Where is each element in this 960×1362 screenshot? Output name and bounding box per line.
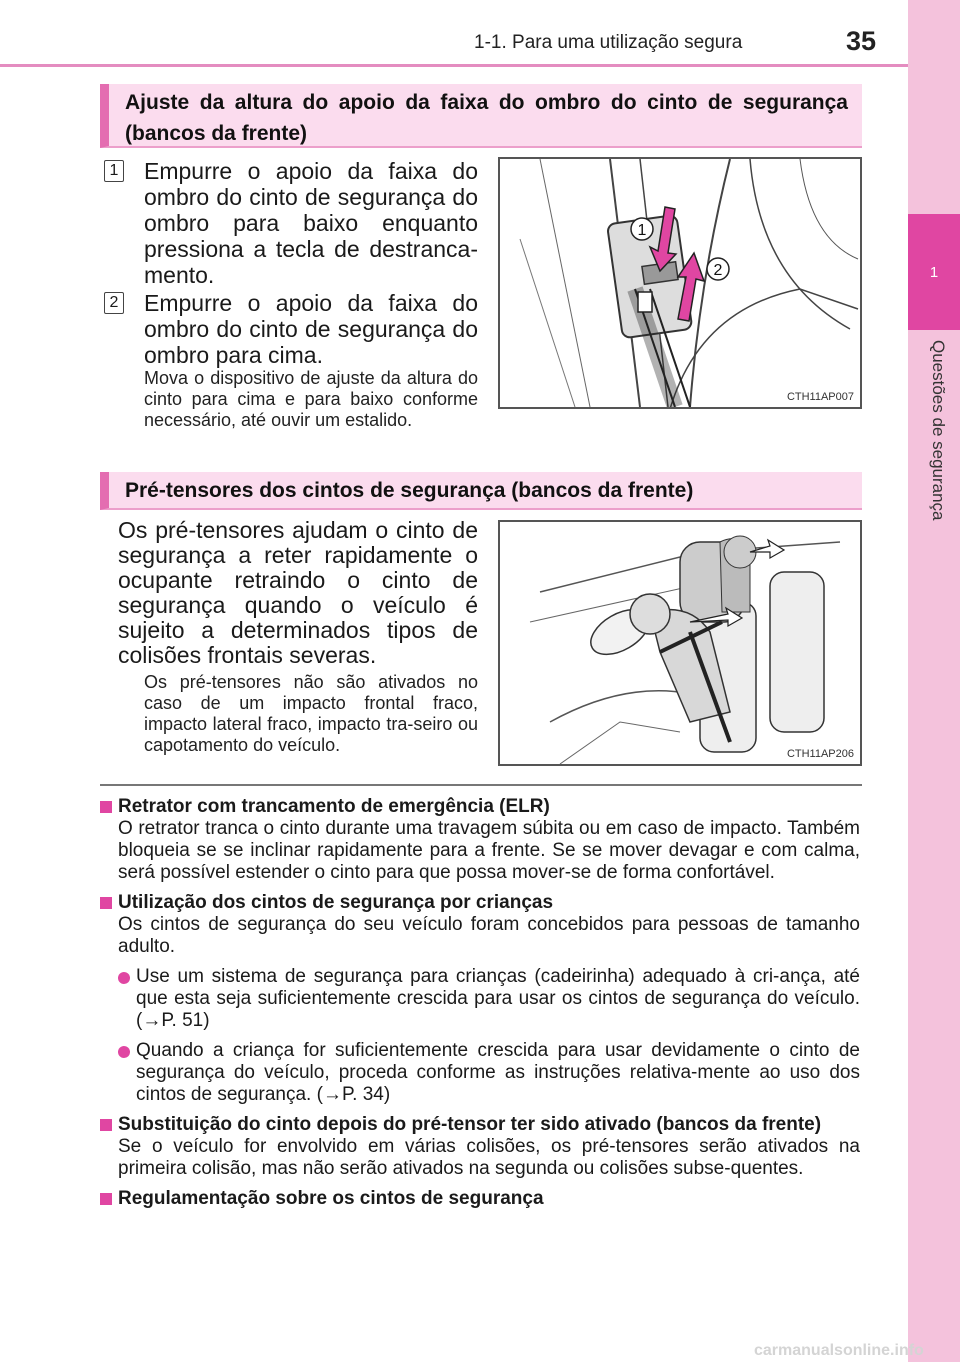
round-bullet-icon bbox=[118, 1046, 130, 1058]
note-body-replacement: Se o veículo for envolvido em várias colisões, os pré-tensores serão ativados na primeira colisão, mas não serão ativados na segunda ou colisões subse-quentes. bbox=[118, 1136, 860, 1179]
bullet-text: Use um sistema de segurança para crianças (cadeirinha) adequado à cri-ança, até que esta seja suficientemente crescida para usar os cintos de segurança do veículo. (→P. 51) bbox=[136, 966, 860, 1031]
step-text: Empurre o apoio da faixa do ombro do cinto de segurança do ombro para cima. bbox=[144, 290, 478, 368]
step-number-badge: 1 bbox=[104, 160, 124, 182]
step-1 bbox=[104, 158, 478, 288]
pretensioner-note: Os pré-tensores não são ativados no caso de um impacto frontal fraco, impacto lateral fraco, impacto tra-seiro ou capotamento do veículo. bbox=[144, 672, 478, 755]
figure-shoulder-anchor bbox=[498, 157, 862, 409]
note-title-text: Regulamentação sobre os cintos de segurança bbox=[118, 1188, 544, 1209]
note-title-regulation bbox=[100, 1188, 860, 1210]
note-title-text: Retrator com trancamento de emergência (ELR) bbox=[118, 796, 550, 817]
square-bullet-icon bbox=[100, 1119, 112, 1131]
figure-callout-2: 2 bbox=[713, 262, 723, 279]
note-body-elr: O retrator tranca o cinto durante uma travagem súbita ou em caso de impacto. Também bloqueia se se inclinar rapidamente para a frente. Se se mover devagar e com calma, será possível estender o cinto para que possa mover-se de forma confortável. bbox=[118, 818, 860, 883]
chapter-title-label: Questões de segurança bbox=[929, 340, 948, 521]
figure-code: CTH11AP206 bbox=[786, 748, 854, 760]
page-number: 35 bbox=[846, 26, 877, 56]
pretensioner-text: Os pré-tensores ajudam o cinto de segurança a reter rapidamente o ocupante retraindo o cinto de segurança quando o veículo é sujeito a determinados tipos de colisões frontais severas. bbox=[118, 517, 478, 668]
figure-code: CTH11AP007 bbox=[786, 391, 854, 403]
bullet-item bbox=[118, 966, 860, 1032]
note-title-elr bbox=[100, 796, 860, 818]
square-bullet-icon bbox=[100, 801, 112, 813]
header-divider bbox=[0, 64, 908, 67]
figure-callout-1: 1 bbox=[637, 222, 647, 239]
step-text: Empurre o apoio da faixa do ombro do cinto de segurança do ombro para baixo enquanto pressiona a tecla de destranca-mento. bbox=[144, 158, 478, 288]
square-bullet-icon bbox=[100, 1193, 112, 1205]
pretensioner-illustration bbox=[500, 522, 860, 764]
bullet-text: Quando a criança for suficientemente crescida para usar devidamente o cinto de segurança do veículo, proceda conforme as instruções relativa-mente ao uso dos cintos de segurança. (→P. 34) bbox=[136, 1040, 860, 1105]
watermark: carmanualsonline.info bbox=[754, 1342, 924, 1359]
note-title-text: Utilização dos cintos de segurança por crianças bbox=[118, 892, 554, 913]
note-body-children: Os cintos de segurança do seu veículo foram concebidos para pessoas de tamanho adulto. bbox=[118, 914, 860, 957]
bullet-item bbox=[118, 1040, 860, 1106]
shoulder-anchor-illustration bbox=[500, 159, 860, 407]
running-head: 1-1. Para uma utilização segura bbox=[474, 32, 743, 53]
step-note: Mova o dispositivo de ajuste da altura do cinto para cima e para baixo conforme necessário, até ouvir um estalido. bbox=[144, 368, 478, 430]
note-title-text: Substituição do cinto depois do pré-tensor ter sido ativado (bancos da frente) bbox=[118, 1114, 822, 1135]
square-bullet-icon bbox=[100, 897, 112, 909]
section-divider bbox=[100, 784, 862, 786]
note-title-children bbox=[100, 892, 860, 914]
section-title-height-adjust: Ajuste da altura do apoio da faixa do ombro do cinto de segurança (bancos da frente) bbox=[100, 84, 862, 148]
step-2 bbox=[104, 290, 478, 368]
chapter-number-tab[interactable]: 1 bbox=[908, 214, 960, 330]
step-number-badge: 2 bbox=[104, 292, 124, 314]
section-title-pretensioners: Pré-tensores dos cintos de segurança (bancos da frente) bbox=[100, 472, 862, 510]
round-bullet-icon bbox=[118, 972, 130, 984]
chapter-side-tab bbox=[908, 0, 960, 1362]
figure-pretensioner bbox=[498, 520, 862, 766]
note-title-replacement bbox=[100, 1114, 860, 1136]
notes-section bbox=[100, 796, 860, 1210]
